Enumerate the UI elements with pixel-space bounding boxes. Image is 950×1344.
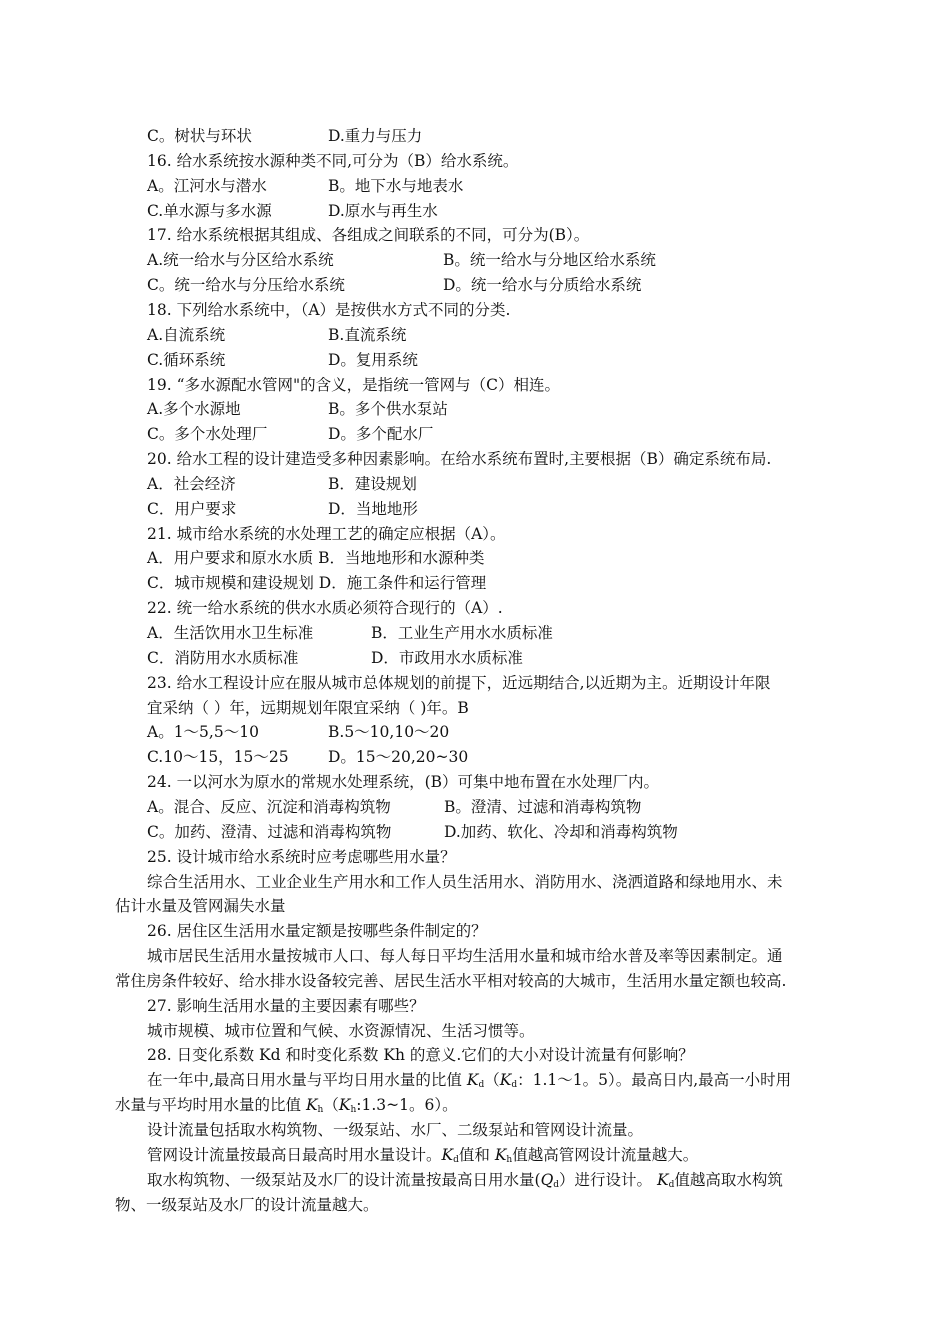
kh-symbol: K <box>338 1096 351 1115</box>
text-run: 值越高管网设计流量越大。 <box>512 1145 699 1164</box>
text-run: 值越高取水构筑 <box>674 1170 783 1189</box>
subscript: h <box>506 1154 513 1165</box>
question-text: 16. 给水系统按水源种类不同,可分为（B）给水系统。 <box>147 151 519 170</box>
question-text: 19. “多水源配水管网"的含义，是指统一管网与（C）相连。 <box>147 375 560 394</box>
option-right: D.重力与压力 <box>328 127 423 145</box>
answer-paragraph <box>147 1068 791 1092</box>
text-run: 取水构筑物、一级泵站及水厂的设计流量按最高日用水量( <box>147 1170 541 1189</box>
option-left: A．生活饮用水卫生标准 <box>147 624 314 642</box>
question-text: 24. 一以河水为原水的常规水处理系统，(B）可集中地布置在水处理厂内。 <box>147 773 660 792</box>
subscript: h <box>350 1105 357 1116</box>
answer-continuation <box>115 1193 379 1217</box>
option-left: C.10～15，15～25 <box>147 748 289 767</box>
text-run: （ <box>323 1096 339 1115</box>
text-run: 设计流量包括取水构筑物、一级泵站、水厂、二级泵站和管网设计流量。 <box>147 1121 644 1139</box>
option-right: D．当地地形 <box>328 499 418 518</box>
option-left: C．用户要求 <box>147 499 237 518</box>
kh-symbol: K <box>494 1145 507 1164</box>
text-run: 物、一级泵站及水厂的设计流量越大。 <box>115 1195 379 1214</box>
subscript: d <box>668 1179 675 1190</box>
kd-symbol-group <box>500 1071 517 1089</box>
option-left: C．消防用水水质标准 <box>147 648 299 667</box>
kh-symbol-group <box>339 1096 356 1114</box>
subscript: d <box>453 1154 459 1165</box>
option-right: D.原水与再生水 <box>328 201 438 220</box>
question-text: 20. 给水工程的设计建造受多种因素影响。在给水系统布置时,主要根据（B）确定系统布局. <box>147 450 772 469</box>
option-left: A.多个水源地 <box>147 400 241 419</box>
option-left: C。统一给水与分压给水系统 <box>147 276 345 295</box>
kd-symbol-group <box>442 1146 459 1164</box>
option-left: C。多个水处理厂 <box>147 425 268 444</box>
answer-paragraph <box>147 1168 783 1192</box>
answer-paragraph <box>147 1143 698 1167</box>
kd-symbol: K <box>441 1145 454 1164</box>
text-run: 水量与平均时用水量的比值 <box>115 1096 306 1115</box>
kd-symbol: K <box>466 1071 479 1090</box>
option-left: C.单水源与多水源 <box>147 201 272 220</box>
option-right: B．工业生产用水水质标准 <box>371 624 553 642</box>
option-right: B。统一给水与分地区给水系统 <box>443 251 656 270</box>
subscript: d <box>553 1179 560 1190</box>
text-run: （ <box>484 1071 500 1090</box>
option-right: D.加药、软化、冷却和消毒构筑物 <box>444 822 678 841</box>
question-text: 宜采纳（ ）年，远期规划年限宜采纳（ )年。B <box>147 698 469 717</box>
kd-symbol-group <box>657 1171 674 1189</box>
option-right: B．建设规划 <box>328 474 417 493</box>
text-run: ：1.1～1。5）。最高日内,最高一小时用 <box>517 1071 792 1090</box>
kd-symbol: K <box>656 1170 669 1189</box>
answer-paragraph: 城市规模、城市位置和气候、水资源情况、生活习惯等。 <box>147 1021 535 1040</box>
option-left: C。加药、澄清、过滤和消毒构筑物 <box>147 822 392 841</box>
option-left: A。混合、反应、沉淀和消毒构筑物 <box>147 797 391 816</box>
q-symbol-group <box>541 1171 559 1189</box>
question-text: 22. 统一给水系统的供水水质必须符合现行的（A）. <box>147 599 503 618</box>
question-text: 21. 城市给水系统的水处理工艺的确定应根据（A）。 <box>147 524 506 543</box>
q-symbol: Q <box>540 1170 554 1189</box>
kh-symbol-group <box>495 1146 512 1164</box>
option-right: D。复用系统 <box>328 350 418 369</box>
question-text: 26. 居住区生活用水量定额是按哪些条件制定的？ <box>147 922 487 941</box>
text-run: 管网设计流量按最高日最高时用水量设计。 <box>147 1145 442 1164</box>
option-right: D。15～20,20~30 <box>328 748 469 767</box>
answer-paragraph <box>147 1118 643 1142</box>
answer-continuation: 常住房条件较好、给水排水设备较完善、居民生活水平相对较高的大城市，生活用水量定额也较高. <box>115 971 787 990</box>
option-right: B.5～10,10～20 <box>328 723 450 742</box>
kh-symbol-group <box>306 1096 323 1114</box>
option-right: B.直流系统 <box>328 325 407 344</box>
option-left: C。树状与环状 <box>147 127 252 145</box>
question-text: 23. 给水工程设计应在服从城市总体规划的前提下，近远期结合,以近期为主。近期设计年限 <box>147 673 771 692</box>
kd-symbol-group <box>467 1071 484 1089</box>
question-text: 18. 下列给水系统中，（A）是按供水方式不同的分类. <box>147 300 511 319</box>
option-right: D。多个配水厂 <box>328 425 434 444</box>
kh-symbol: K <box>305 1096 318 1115</box>
option-left: C.循环系统 <box>147 350 226 369</box>
option-right: B。多个供水泵站 <box>328 400 448 419</box>
subscript: h <box>317 1105 324 1116</box>
option-right: D．市政用水水质标准 <box>371 648 523 667</box>
option-right: D。统一给水与分质给水系统 <box>443 276 642 295</box>
text-run: 值和 <box>458 1145 495 1164</box>
option-right: B。澄清、过滤和消毒构筑物 <box>444 797 642 816</box>
option-right: B。地下水与地表水 <box>328 176 464 195</box>
question-text: 17. 给水系统根据其组成、各组成之间联系的不同，可分为(B）。 <box>147 226 590 245</box>
option-left: A．社会经济 <box>147 474 236 493</box>
question-text: 28. 日变化系数 Kd 和时变化系数 Kh 的意义.它们的大小对设计流量有何影响？ <box>147 1046 694 1065</box>
option-left: A。江河水与潜水 <box>147 176 267 195</box>
option-left: A.自流系统 <box>147 325 226 344</box>
text-run: 在一年中,最高日用水量与平均日用水量的比值 <box>147 1071 467 1090</box>
question-text: A．用户要求和原水水质 B．当地地形和水源种类 <box>147 549 485 568</box>
text-run: :1.3~1。6）。 <box>356 1096 458 1115</box>
option-left: A.统一给水与分区给水系统 <box>147 251 334 270</box>
kd-symbol: K <box>499 1071 512 1090</box>
subscript: d <box>478 1080 485 1091</box>
question-text: 25. 设计城市给水系统时应考虑哪些用水量？ <box>147 847 456 866</box>
text-run: ）进行设计。 <box>559 1170 657 1189</box>
option-left: A。1～5,5～10 <box>147 723 259 742</box>
question-text: 27. 影响生活用水量的主要因素有哪些？ <box>147 996 425 1015</box>
answer-paragraph: 城市居民生活用水量按城市人口、每人每日平均生活用水量和城市给水普及率等因素制定。通 <box>147 947 783 966</box>
answer-paragraph: 综合生活用水、工业企业生产用水和工作人员生活用水、消防用水、浇洒道路和绿地用水、未 <box>147 872 783 891</box>
question-text: C．城市规模和建设规划 D．施工条件和运行管理 <box>147 574 487 593</box>
subscript: d <box>511 1080 518 1091</box>
answer-continuation <box>115 1093 458 1117</box>
answer-continuation: 估计水量及管网漏失水量 <box>115 897 286 916</box>
